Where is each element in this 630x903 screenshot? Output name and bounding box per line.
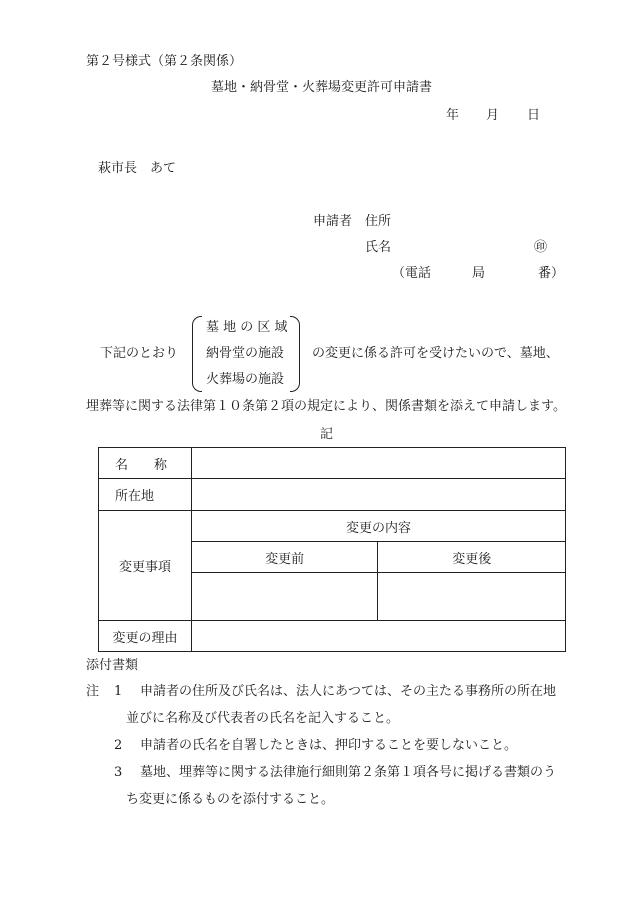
document-title: 墓地・納骨堂・火葬場変更許可申請書 <box>211 80 433 95</box>
attachments-label: 添付書類 <box>86 658 139 673</box>
note-3-line1: 墓地、埋葬等に関する法律施行細則第２条第１項各号に掲げる書類のう <box>140 765 557 780</box>
change-details-table <box>98 447 566 652</box>
body-trail: の変更に係る許可を受けたいので、墓地、 <box>312 346 559 361</box>
option-ossuary-facility: 納骨堂の施設 <box>206 346 285 361</box>
change-content-header: 変更の内容 <box>191 511 565 542</box>
note-1-number: 1 <box>114 684 123 699</box>
notes-prefix: 注 <box>86 684 100 699</box>
note-1-line1: 申請者の住所及び氏名は、法人にあつては、その主たる事務所の所在地 <box>140 684 557 699</box>
left-brace <box>192 316 202 392</box>
note-1-line2: 並びに名称及び代表者の氏名を記入すること。 <box>126 711 400 726</box>
date-year-label: 年 <box>446 108 460 123</box>
option-crematorium-facility: 火葬場の施設 <box>206 372 285 387</box>
addressee: 萩市長 あて <box>98 161 177 176</box>
reason-row-label: 変更の理由 <box>99 621 192 652</box>
date-month-label: 月 <box>486 108 500 123</box>
before-header: 変更前 <box>191 542 378 573</box>
name-row-label: 名 称 <box>99 448 192 479</box>
note-2-line1: 申請者の氏名を自署したときは、押印することを要しないこと。 <box>140 738 518 753</box>
after-value-cell[interactable] <box>378 573 566 621</box>
location-row-label: 所在地 <box>99 479 192 511</box>
body-lead: 下記のとおり <box>100 346 179 361</box>
address-label: 住所 <box>365 214 392 229</box>
location-row-value[interactable] <box>191 479 565 511</box>
name-row-value[interactable] <box>191 448 565 479</box>
date-day-label: 日 <box>527 108 541 123</box>
phone-number: 番） <box>538 266 565 281</box>
phone-exchange: 局 <box>472 266 486 281</box>
note-2-number: 2 <box>114 738 123 753</box>
reason-row-value[interactable] <box>191 621 565 652</box>
change-item-label: 変更事項 <box>99 511 192 621</box>
after-header: 変更後 <box>378 542 566 573</box>
form-number: 第２号様式（第２条関係） <box>86 54 243 69</box>
option-cemetery-area: 墓 地 の 区 域 <box>206 320 288 335</box>
phone-open: （電話 <box>392 266 432 281</box>
note-3-number: 3 <box>114 765 123 780</box>
applicant-label: 申請者 <box>313 214 353 229</box>
right-brace <box>290 316 300 392</box>
note-3-line2: ち変更に係るものを添付すること。 <box>126 792 335 807</box>
ki-label: 記 <box>320 427 334 442</box>
seal-mark: ㊞ <box>534 240 548 255</box>
before-value-cell[interactable] <box>191 573 378 621</box>
name-label: 氏名 <box>365 240 392 255</box>
body-line2: 埋葬等に関する法律第１０条第２項の規定により、関係書類を添えて申請します。 <box>86 399 566 414</box>
